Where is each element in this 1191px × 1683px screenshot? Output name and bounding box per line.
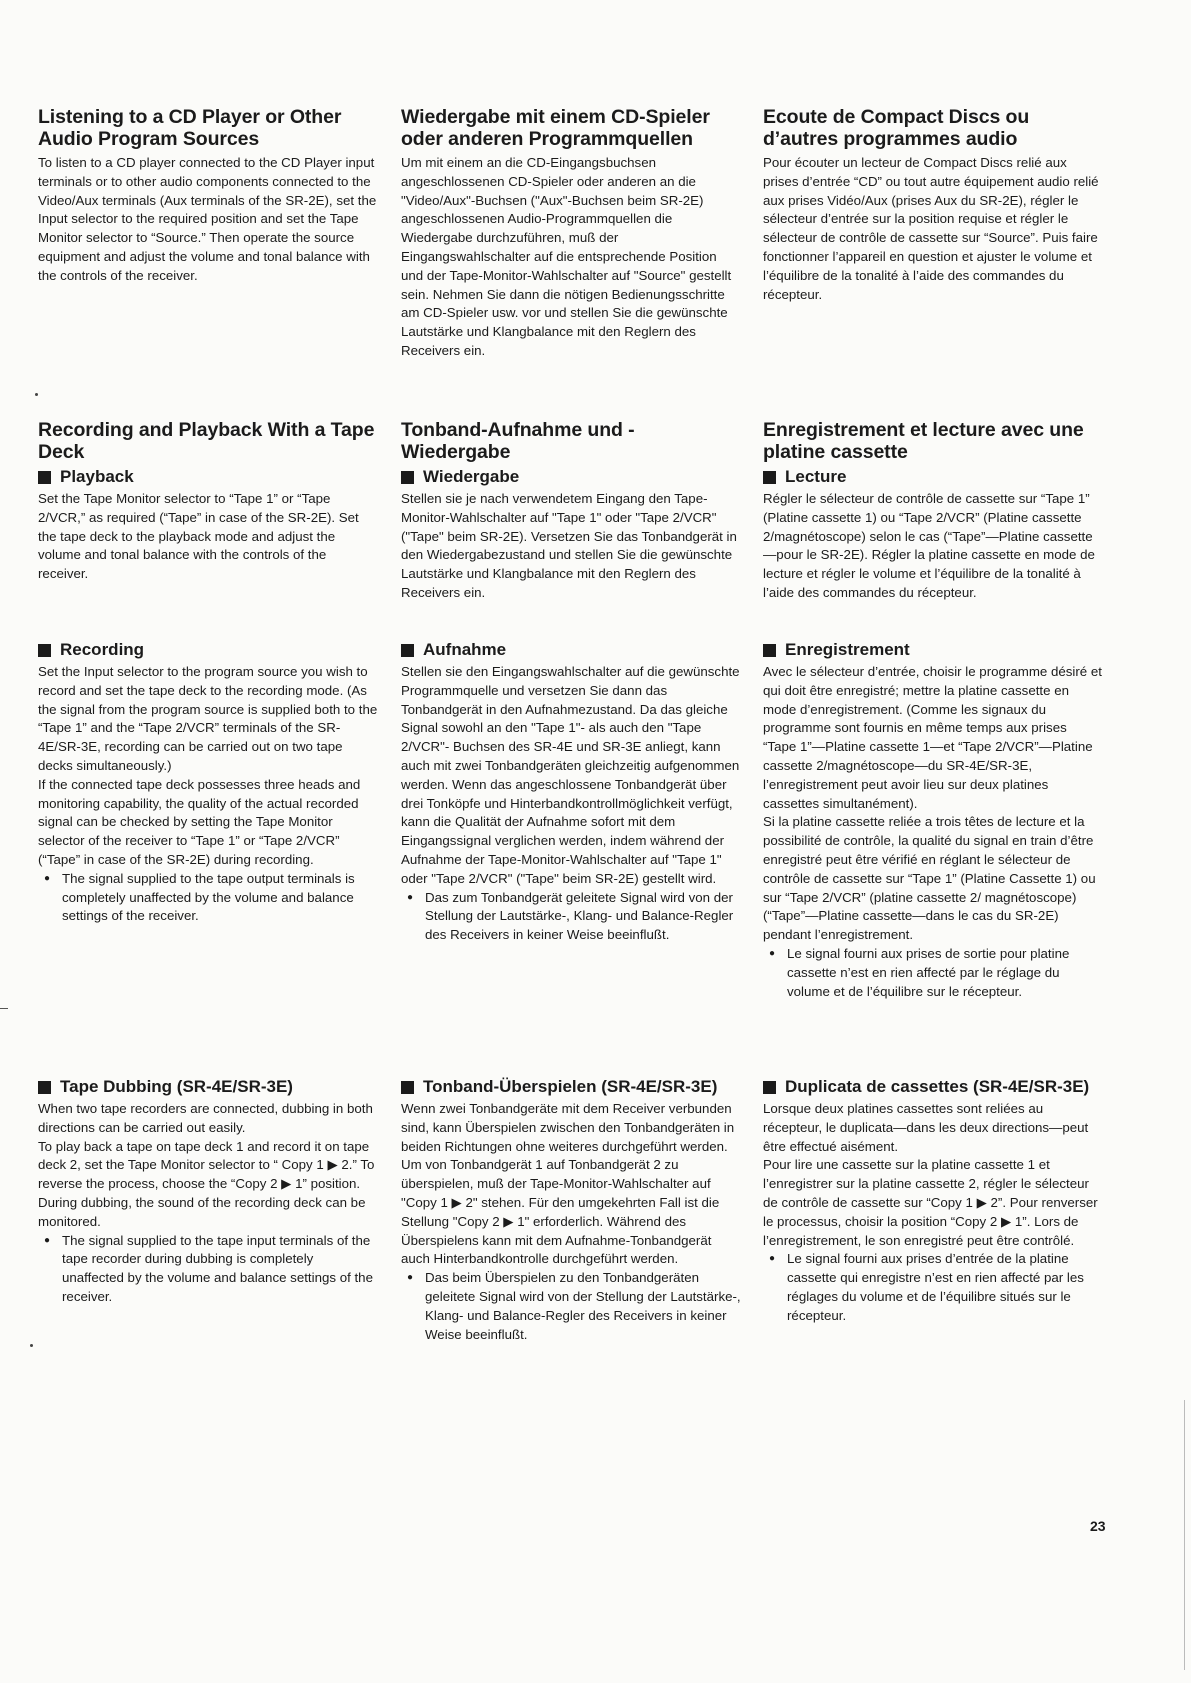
square-bullet-icon — [401, 644, 414, 657]
section-recording-playback — [38, 419, 378, 584]
section-cd-wiedergabe — [401, 106, 741, 361]
note-list — [38, 1232, 378, 1307]
note-list — [763, 1250, 1103, 1325]
scan-speck — [30, 1344, 33, 1347]
square-bullet-icon — [401, 1081, 414, 1094]
text-enregistrement-1: Avec le sélecteur d’entrée, choisir le programme désiré et qui doit être enregistré; mettre la platine cassette en mode d’enregistrement. (Comme les signaux du programme sont fournis en même temps aux prises “Tape 1”—Platine cassette 1—et “Tape 2/VCR”—Platine cassette 2/magnétoscope—du SR-4E/SR-3E, l’enregistrement peut avoir lieu sur deux platines cassettes simultanément). — [763, 664, 1102, 811]
heading-recording-playback: Recording and Playback With a Tape Deck — [38, 419, 375, 463]
square-bullet-icon — [38, 1081, 51, 1094]
scan-speck — [35, 393, 38, 396]
text-recording-2: If the connected tape deck possesses three heads and monitoring capability, the quality of the actual recorded signal can be checked by setting the Tape Monitor selector of the receiver to “Tape 1” or “Tape 2/VCR” (“Tape” in case of the SR-2E) during recording. — [38, 776, 361, 867]
subheading-enregistrement — [763, 640, 1103, 660]
text-playback: Set the Tape Monitor selector to “Tape 1” or “Tape 2/VCR,” as required (“Tape” in case of the SR-2E). Set the tape deck to the playback mode and adjust the volume and tonal balance with the controls of the receiver. — [38, 491, 359, 582]
square-bullet-icon — [38, 471, 51, 484]
note-recording: ● The signal supplied to the tape output terminals is completely unaffected by the volume and balance settings of the receiver. — [38, 870, 378, 926]
subheading-lecture-label: Lecture — [785, 467, 847, 486]
subheading-aufnahme-label: Aufnahme — [423, 640, 507, 659]
text-dubbing-1: When two tape recorders are connected, dubbing in both directions can be carried out easily. — [38, 1101, 373, 1135]
section-aufnahme — [401, 640, 741, 945]
note-list — [401, 889, 741, 945]
section-tape-dubbing — [38, 1077, 378, 1307]
note-duplicata: ● Le signal fourni aux prises d’entrée de la platine cassette qui enregistre n’est en rien affecté par les réglages du volume et de l’équilibre situés sur le récepteur. — [763, 1250, 1103, 1325]
subheading-playback-label: Playback — [60, 467, 134, 486]
scan-edge — [1184, 1400, 1185, 1670]
square-bullet-icon — [763, 644, 776, 657]
note-list — [401, 1269, 741, 1344]
subheading-duplicata-label: Duplicata de cassettes (SR-4E/SR-3E) — [785, 1077, 1090, 1096]
text-dubbing-2: To play back a tape on tape deck 1 and record it on tape deck 2, set the Tape Monitor selector to “ Copy 1 ▶ 2.” To reverse the process, choose the “Copy 2 ▶ 1” position. During dubbing, the sound of the recording deck can be monitored. — [38, 1138, 375, 1229]
text-ecoute-cd: Pour écouter un lecteur de Compact Discs relié aux prises d’entrée “CD” ou tout autre équipement audio relié aux prises Vidéo/Aux (prises Aux du SR-2E), régler le sélecteur d’entrée sur la position requise et régler le sélecteur de contrôle de cassette sur “Source”. Puis faire fonctionner l’appareil en question et ajuster le volume et l’équilibre de la tonalité à l’aide des commandes du récepteur. — [763, 155, 1099, 302]
scan-mark — [0, 1008, 8, 1009]
section-recording — [38, 640, 378, 926]
text-wiedergabe: Stellen sie je nach verwendetem Eingang den Tape-Monitor-Wahlschalter auf "Tape 1" oder "Tape 2/VCR" ("Tape" beim SR-2E). Versetzen Sie das Tonbandgerät in den Wiedergabezustand und stellen Sie die gewünschte Lautstärke und Klangbalance mit den Reglern des Receivers ein. — [401, 491, 737, 600]
section-cd-listening — [38, 106, 378, 286]
subheading-recording — [38, 640, 378, 660]
note-enregistrement: ● Le signal fourni aux prises de sortie pour platine cassette n’est en rien affecté par le réglage du volume et de l’équilibre sur le récepteur. — [763, 945, 1103, 1001]
text-duplicata-2: Pour lire une cassette sur la platine cassette 1 et l’enregistrer sur la platine cassette 2, régler le sélecteur de contrôle de cassette sur “Copy 1 ▶ 2”. Pour renverser le processus, choisir la position “Copy 2 ▶ 1”. Lors de l’enregistrement, le son enregistré peut être contrôlé. — [763, 1157, 1098, 1248]
note-dubbing: ● The signal supplied to the tape input terminals of the tape recorder during dubbing is completely unaffected by the volume and balance settings of the receiver. — [38, 1232, 378, 1307]
heading-cd-listening: Listening to a CD Player or Other Audio Program Sources — [38, 106, 342, 150]
text-cd-wiedergabe: Um mit einem an die CD-Eingangsbuchsen angeschlossenen CD-Spieler oder anderen an die "Video/Aux"-Buchsen ("Aux"-Buchsen beim SR-2E) angeschlossenen Audio-Programmquellen die Wiedergabe durchzuführen, muß der Eingangswahlschalter auf die entsprechende Position und der Tape-Monitor-Wahlschalter auf "Source" gestellt sein. Nehmen Sie dann die nötigen Bedienungsschritte am CD-Spieler usw. vor und stellen Sie die gewünschte Lautstärke und Klangbalance mit den Reglern des Receivers ein. — [401, 155, 732, 358]
section-enregistrement — [763, 640, 1103, 1001]
heading-tonband: Tonband-Aufnahme und -Wiedergabe — [401, 419, 635, 463]
text-aufnahme: Stellen sie den Eingangswahlschalter auf die gewünschte Programmquelle und versetzen Sie dann das Tonbandgerät in den Aufnahmezustand. Da das gleiche Signal sowohl an den "Tape 1"- als auch den "Tape 2/VCR"- Buchsen des SR-4E und SR-3E anliegt, kann auch mit zwei Tonbandgeräten gleichzeitig aufgenommen werden. Wenn das angeschlossene Tonbandgerät über drei Tonköpfe und Hinterbandkontrollmöglichkeit verfügt, kann die Qualität der Aufnahme sofort mit dem Eingangssignal verglichen werden, indem während der Aufnahme der Tape-Monitor-Wahlschalter auf "Tape 1" oder "Tape 2/VCR" ("Tape" beim SR-2E) gestellt wird. — [401, 664, 740, 886]
text-enregistrement-2: Si la platine cassette reliée a trois têtes de lecture et la possibilité de contrôle, la qualité du signal en train d’être enregistré peut être vérifié en réglant le sélecteur de contrôle de cassette sur “Tape 1” (Platine Cassette 1) ou sur “Tape 2/VCR” (platine cassette 2/ magnétoscope) (“Tape”—Platine cassette—dans le cas du SR-2E) pendant l’enregistrement. — [763, 814, 1096, 943]
heading-enregistrement-lecture: Enregistrement et lecture avec une platine cassette — [763, 419, 1084, 463]
subheading-lecture — [763, 467, 1103, 487]
note-ueberspielen: ● Das beim Überspielen zu den Tonbandgeräten geleitete Signal wird von der Stellung der Lautstärke-, Klang- und Balance-Regler des Receivers in keiner Weise beeinflußt. — [401, 1269, 741, 1344]
section-enregistrement-lecture — [763, 419, 1103, 603]
subheading-playback — [38, 467, 378, 487]
text-duplicata-1: Lorsque deux platines cassettes sont reliées au récepteur, le duplicata—dans les deux directions—peut être effectué aisément. — [763, 1101, 1089, 1154]
subheading-wiedergabe-label: Wiedergabe — [423, 467, 520, 486]
section-duplicata — [763, 1077, 1103, 1326]
subheading-wiedergabe — [401, 467, 741, 487]
square-bullet-icon — [763, 1081, 776, 1094]
subheading-ueberspielen-label: Tonband-Überspielen (SR-4E/SR-3E) — [423, 1077, 718, 1096]
section-tonband — [401, 419, 741, 603]
subheading-aufnahme — [401, 640, 741, 660]
square-bullet-icon — [763, 471, 776, 484]
text-ueberspielen: Wenn zwei Tonbandgeräte mit dem Receiver verbunden sind, kann Überspielen zwischen den Tonbandgeräten in beiden Richtungen ohne weiteres durchgeführt werden. Um von Tonbandgerät 1 auf Tonbandgerät 2 zu überspielen, muß der Tape-Monitor-Wahlschalter auf "Copy 1 ▶ 2" stehen. Für den umgekehrten Fall ist die Stellung "Copy 2 ▶ 1" erforderlich. Während des Überspielens kann mit dem Aufnahme-Tonbandgerät auch Hinterbandkontrolle durchgeführt werden. — [401, 1101, 735, 1267]
square-bullet-icon — [401, 471, 414, 484]
section-ecoute-cd — [763, 106, 1103, 304]
subheading-tape-dubbing — [38, 1077, 378, 1097]
square-bullet-icon — [38, 644, 51, 657]
text-cd-listening: To listen to a CD player connected to the CD Player input terminals or to other audio components connected to the Video/Aux terminals (Aux terminals of the SR-2E), set the Input selector to the required position and set the Tape Monitor selector to “Source.” Then operate the source equipment and adjust the volume and tonal balance with the controls of the receiver. — [38, 155, 377, 283]
note-aufnahme: ● Das zum Tonbandgerät geleitete Signal wird von der Stellung der Lautstärke-, Klang- und Balance-Regler des Receivers in keiner Weise beeinflußt. — [401, 889, 741, 945]
note-list — [763, 945, 1103, 1001]
section-ueberspielen — [401, 1077, 741, 1344]
subheading-enregistrement-label: Enregistrement — [785, 640, 910, 659]
subheading-duplicata — [763, 1077, 1103, 1097]
heading-cd-wiedergabe: Wiedergabe mit einem CD-Spieler oder anderen Programmquellen — [401, 106, 710, 150]
page-number: 23 — [1090, 1518, 1106, 1534]
heading-ecoute-cd: Ecoute de Compact Discs ou d’autres programmes audio — [763, 106, 1030, 150]
subheading-recording-label: Recording — [60, 640, 145, 659]
text-recording-1: Set the Input selector to the program source you wish to record and set the tape deck to the recording mode. (As the signal from the program source is supplied both to the “Tape 1” and the “Tape 2/VCR” terminals of the SR-4E/SR-3E, recording can be carried out on two tape decks simultaneously.) — [38, 664, 378, 773]
note-list — [38, 870, 378, 926]
subheading-tape-dubbing-label: Tape Dubbing (SR-4E/SR-3E) — [60, 1077, 293, 1096]
subheading-ueberspielen — [401, 1077, 741, 1097]
text-lecture: Régler le sélecteur de contrôle de cassette sur “Tape 1” (Platine cassette 1) ou “Tape 2/VCR” (Platine cassette 2/magnétoscope) selon le cas (“Tape”—Platine cassette—pour le SR-2E). Régler la platine cassette en mode de lecture et régler le volume et l’équilibre de la tonalité à l’aide des commandes du récepteur. — [763, 491, 1095, 600]
